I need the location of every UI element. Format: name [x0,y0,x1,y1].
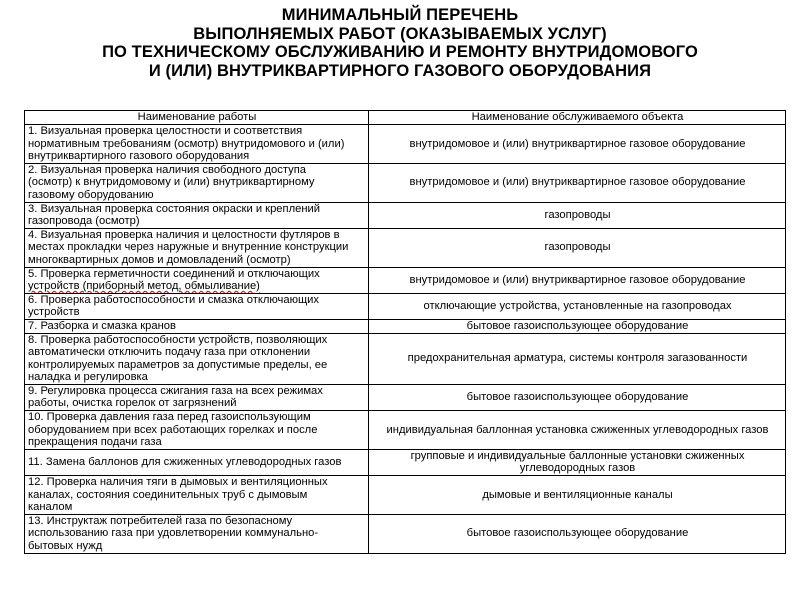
object-cell: внутридомовое и (или) внутриквартирное газовое оборудование [369,163,786,202]
work-line: 7. Разборка и смазка кранов [28,319,176,332]
work-line: контролируемых параметров за допустимые пределы, ее [28,358,328,371]
work-cell [25,449,369,475]
work-cell [25,267,369,293]
object-cell: бытовое газоиспользующее оборудование [369,384,786,410]
object-cell: дымовые и вентиляционные каналы [369,476,786,515]
work-cell [25,163,369,202]
work-line: 13. Инструктаж потребителей газа по безопасному [28,514,293,527]
work-line: каналах, состояния соединительных труб с дымовым [28,488,308,501]
work-line: 1. Визуальная проверка целостности и соответствия [28,125,303,137]
work-line: 10. Проверка давления газа перед газоиспользующим [28,411,311,424]
table-row [25,333,786,384]
table-row [25,476,786,515]
work-line: оборудованием при всех работающих горелках и после [28,423,318,436]
table-row [25,319,786,333]
table-header-row [25,111,786,125]
table-row [25,411,786,450]
work-line: 9. Регулировка процесса сжигания газа на всех режимах [28,384,323,397]
object-cell: предохранительная арматура, системы контроля загазованности [369,333,786,384]
table-row [25,228,786,267]
object-cell: внутридомовое и (или) внутриквартирное газовое оборудование [369,125,786,164]
work-cell [25,411,369,450]
work-cell [25,319,369,333]
work-cell [25,293,369,319]
object-cell [369,449,786,475]
header-object-name: Наименование обслуживаемого объекта [369,111,786,125]
object-cell: газопроводы [369,202,786,228]
object-cell: внутридомовое и (или) внутриквартирное газовое оборудование [369,267,786,293]
work-cell [25,333,369,384]
header-work-name: Наименование работы [25,111,369,125]
object-line: углеводородных газов [519,462,636,475]
work-cell [25,228,369,267]
table-row [25,449,786,475]
table-row [25,202,786,228]
work-line: бытовых нужд [28,540,103,552]
document-title [0,6,800,80]
object-cell: индивидуальная баллонная установка сжиженных углеводородных газов [369,411,786,450]
work-cell [25,202,369,228]
work-line: прекращения подачи газа [28,436,162,449]
object-cell: бытовое газоиспользующее оборудование [369,319,786,333]
work-cell [25,476,369,515]
work-line: 8. Проверка работоспособности устройств, позволяющих [28,333,328,346]
work-cell [25,125,369,164]
work-line: работы, очистка горелок от загрязнений [28,397,237,410]
work-line: газовому оборудованию [28,188,154,201]
work-line: 6. Проверка работоспособности и смазка отключающих [28,293,320,306]
object-line: групповые и индивидуальные баллонные установки сжиженных [410,449,745,462]
work-line: устройств [28,306,80,319]
work-line: 11. Замена баллонов для сжиженных углеводородных газов [28,456,342,469]
work-line: 2. Визуальная проверка наличия свободного доступа [28,163,306,176]
work-line: внутриквартирного газового оборудования [28,150,250,163]
title-line: ПО ТЕХНИЧЕСКОМУ ОБСЛУЖИВАНИЮ И РЕМОНТУ ВНУТРИДОМОВОГО [102,43,698,61]
object-cell: бытовое газоиспользующее оборудование [369,514,786,553]
work-cell [25,514,369,553]
work-line: (осмотр) к внутридомовому и (или) внутриквартирному [28,176,315,189]
title-line: И (ИЛИ) ВНУТРИКВАРТИРНОГО ГАЗОВОГО ОБОРУДОВАНИЯ [148,61,652,80]
work-line: 12. Проверка наличия тяги в дымовых и вентиляционных [28,476,328,489]
table-row [25,125,786,164]
table-row [25,163,786,202]
work-line-spellcheck: устройств (приборный метод, обмыливание) [28,280,260,293]
work-line: автоматически отключить подачу газа при отклонении [28,346,311,359]
work-cell [25,384,369,410]
work-line: многоквартирных домов и домовладений (осмотр) [28,253,291,266]
title-line: МИНИМАЛЬНЫЙ ПЕРЕЧЕНЬ [281,6,519,24]
work-line: 5. Проверка герметичности соединений и отключающих [28,267,320,280]
table-row [25,384,786,410]
work-line: наладка и регулировка [28,371,148,384]
table-row [25,267,786,293]
work-line: газопровода (осмотр) [28,215,140,228]
work-line: местах прокладки через наружные и внутренние конструкции [28,241,349,254]
works-table [24,110,786,554]
object-cell: отключающие устройства, установленные на газопроводах [369,293,786,319]
work-line: использованию газа при удовлетворении коммунально- [28,527,319,540]
work-line: 4. Визуальная проверка наличия и целостности футляров в [28,228,340,241]
object-cell: газопроводы [369,228,786,267]
work-line: каналом [28,501,73,514]
title-line: ВЫПОЛНЯЕМЫХ РАБОТ (ОКАЗЫВАЕМЫХ УСЛУГ) [193,24,607,43]
table-row [25,293,786,319]
work-line: нормативным требованиям (осмотр) внутридомового и (или) [28,137,345,150]
table-row [25,514,786,553]
work-line: 3. Визуальная проверка состояния окраски и креплений [28,202,320,215]
